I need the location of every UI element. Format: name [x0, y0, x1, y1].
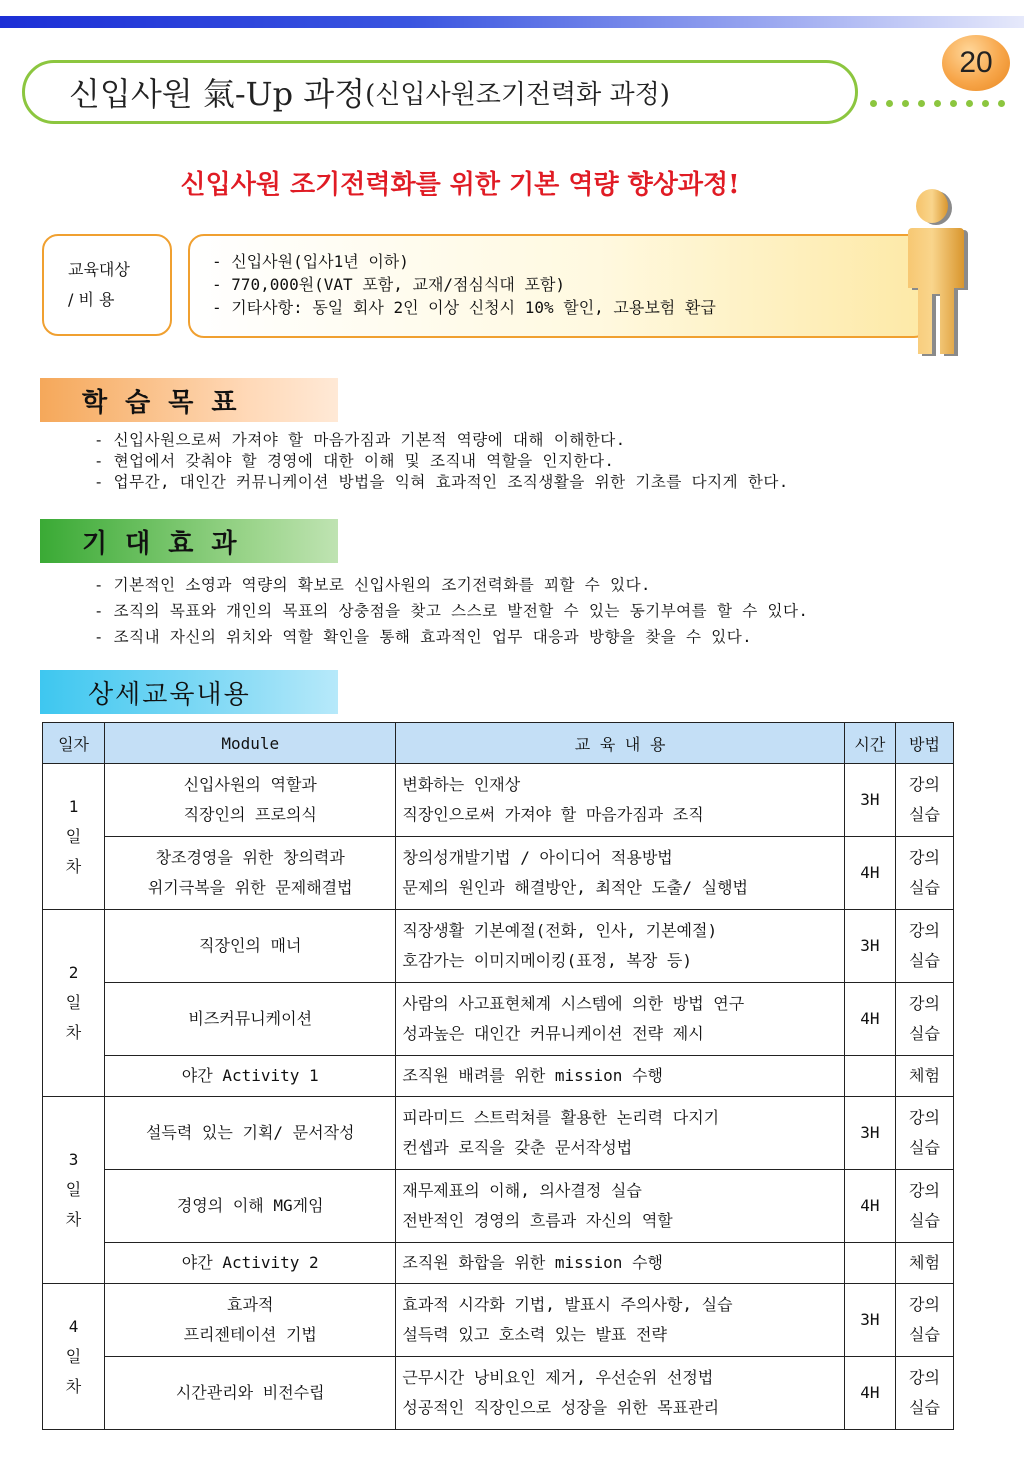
module-cell — [105, 1056, 396, 1097]
module-cell — [105, 1170, 396, 1243]
content-cell — [396, 983, 844, 1056]
method-text: 실습 — [908, 805, 940, 824]
content-text: 설득력 있고 호소력 있는 발표 전략 — [402, 1325, 667, 1344]
day-cell — [43, 910, 105, 1097]
effects-list — [94, 572, 808, 650]
time-cell: 4H — [844, 1170, 895, 1243]
table-row — [43, 910, 954, 983]
day-label: 1 — [68, 796, 79, 816]
method-text: 실습 — [908, 1325, 940, 1344]
module-cell — [105, 837, 396, 910]
table-row — [43, 983, 954, 1056]
goal-item: - 신입사원으로써 가져야 할 마음가짐과 기본적 역량에 대해 이해한다. — [94, 431, 626, 449]
content-text: 호감가는 이미지메이킹(표정, 복장 등) — [402, 951, 693, 970]
method-text: 강의 — [908, 775, 940, 794]
goal-item: - 현업에서 갖춰야 할 경영에 대한 이해 및 조직내 역할을 인지한다. — [94, 452, 615, 470]
method-cell — [895, 983, 953, 1056]
time-cell: 3H — [844, 910, 895, 983]
method-text: 강의 — [908, 921, 940, 940]
day-label: 차 — [65, 1376, 82, 1396]
method-text: 실습 — [908, 878, 940, 897]
content-cell — [396, 1284, 844, 1357]
content-text: 피라미드 스트럭쳐를 활용한 논리력 다지기 — [402, 1108, 720, 1127]
content-text: 조직원 화합을 위한 mission 수행 — [402, 1253, 663, 1272]
content-text: 조직원 배려를 위한 mission 수행 — [402, 1066, 663, 1085]
table-row — [43, 837, 954, 910]
day-label: 차 — [65, 1210, 82, 1229]
section-heading-detail: 상세교육내용 — [40, 670, 338, 714]
effect-item: - 조직의 목표와 개인의 목표의 상충점을 찾고 스스로 발전할 수 있는 동기부여를 할 수 있다. — [94, 602, 809, 620]
day-label: 일 — [65, 826, 82, 846]
header-content: 교 육 내 용 — [396, 723, 844, 764]
method-cell — [895, 1357, 953, 1430]
title-box — [22, 60, 858, 124]
module-text: 위기극복을 위한 문제해결법 — [147, 878, 353, 897]
content-text: 재무제표의 이해, 의사결정 실습 — [402, 1181, 642, 1200]
module-text: 창조경영을 위한 창의력과 — [155, 848, 345, 867]
module-text: 직장인의 프로의식 — [183, 805, 317, 824]
method-text: 체험 — [908, 1066, 940, 1085]
module-text: 직장인의 매너 — [199, 936, 302, 955]
day-label: 차 — [65, 856, 82, 876]
method-cell — [895, 1097, 953, 1170]
module-cell — [105, 1243, 396, 1284]
module-cell — [105, 764, 396, 837]
method-text: 강의 — [908, 1368, 940, 1387]
header-day: 일자 — [43, 723, 105, 764]
content-cell — [396, 1357, 844, 1430]
module-text: 야간 Activity 1 — [181, 1066, 319, 1085]
page-number-badge: 20 — [942, 35, 1010, 91]
goals-list — [94, 430, 789, 493]
effect-item: - 조직내 자신의 위치와 역할 확인을 통해 효과적인 업무 대응과 방향을 찾을 수 있다. — [94, 628, 753, 646]
time-cell: 3H — [844, 764, 895, 837]
module-cell — [105, 1097, 396, 1170]
module-text: 비즈커뮤니케이션 — [188, 1009, 313, 1028]
module-text: 경영의 이해 MG게임 — [176, 1196, 324, 1215]
content-text: 창의성개발기법 / 아이디어 적용방법 — [402, 848, 673, 867]
method-text: 실습 — [908, 1398, 940, 1417]
target-item: - 770,000원(VAT 포함, 교재/점심식대 포함) — [212, 275, 566, 294]
content-text: 전반적인 경영의 흐름과 자신의 역할 — [402, 1211, 673, 1230]
headline: 신입사원 조기전력화를 위한 기본 역량 향상과정! — [180, 170, 740, 200]
content-text: 성공적인 직장인으로 성장을 위한 목표관리 — [402, 1398, 720, 1417]
section-heading-effects: 기대효과 — [40, 519, 338, 563]
method-text: 강의 — [908, 994, 940, 1013]
table-header-row — [43, 723, 954, 764]
content-text: 성과높은 대인간 커뮤니케이션 전략 제시 — [402, 1024, 704, 1043]
page-subtitle: (신입사원조기전력화 과정) — [365, 79, 670, 110]
header-time: 시간 — [844, 723, 895, 764]
module-text: 신입사원의 역할과 — [183, 775, 317, 794]
target-item: - 기타사항: 동일 회사 2인 이상 신청시 10% 할인, 고용보험 환급 — [212, 298, 716, 317]
module-text: 프리젠테이션 기법 — [183, 1325, 317, 1344]
content-text: 변화하는 인재상 — [402, 775, 521, 794]
method-text: 강의 — [908, 1295, 940, 1314]
top-accent-bar — [0, 16, 1024, 28]
method-cell — [895, 910, 953, 983]
module-cell — [105, 910, 396, 983]
time-cell: 3H — [844, 1097, 895, 1170]
header-module: Module — [105, 723, 396, 764]
method-text: 체험 — [908, 1253, 940, 1272]
table-row — [43, 1357, 954, 1430]
target-label-line2: / 비 용 — [68, 290, 115, 309]
method-text: 실습 — [908, 1024, 940, 1043]
day-label: 2 — [68, 963, 79, 982]
module-text: 설득력 있는 기획/ 문서작성 — [145, 1123, 355, 1142]
time-cell: 3H — [844, 1284, 895, 1357]
table-row — [43, 1056, 954, 1097]
content-text: 사람의 사고표현체계 시스템에 의한 방법 연구 — [402, 994, 745, 1013]
module-cell — [105, 1284, 396, 1357]
title-dots-decoration — [870, 92, 1020, 106]
content-cell — [396, 910, 844, 983]
day-label: 일 — [65, 1346, 82, 1366]
module-cell — [105, 1357, 396, 1430]
time-cell — [844, 1243, 895, 1284]
method-cell — [895, 1243, 953, 1284]
method-text: 실습 — [908, 1211, 940, 1230]
content-text: 직장인으로써 가져야 할 마음가짐과 조직 — [402, 805, 704, 824]
day-cell — [43, 764, 105, 910]
target-label-line1: 교육대상 — [68, 260, 130, 279]
table-row — [43, 1097, 954, 1170]
content-cell — [396, 837, 844, 910]
module-text: 시간관리와 비전수립 — [175, 1383, 325, 1402]
module-cell — [105, 983, 396, 1056]
day-label: 4 — [68, 1316, 79, 1336]
day-label: 3 — [68, 1150, 79, 1169]
content-text: 근무시간 낭비요인 제거, 우선순위 선정법 — [402, 1368, 714, 1387]
method-text: 강의 — [908, 1108, 940, 1127]
day-label: 일 — [65, 1180, 82, 1199]
section-heading-goals: 학습목표 — [40, 378, 338, 422]
content-text: 컨셉과 로직을 갖춘 문서작성법 — [402, 1138, 633, 1157]
day-label: 차 — [65, 1023, 82, 1042]
table-row — [43, 764, 954, 837]
target-item: - 신입사원(입사1년 이하) — [212, 252, 409, 271]
method-cell — [895, 1056, 953, 1097]
time-cell: 4H — [844, 983, 895, 1056]
page-title: 신입사원 氣-Up 과정 — [69, 75, 366, 113]
time-cell: 4H — [844, 837, 895, 910]
method-text: 강의 — [908, 848, 940, 867]
method-text: 강의 — [908, 1181, 940, 1200]
method-cell — [895, 1284, 953, 1357]
method-text: 실습 — [908, 1138, 940, 1157]
content-cell — [396, 764, 844, 837]
goal-item: - 업무간, 대인간 커뮤니케이션 방법을 익혀 효과적인 조직생활을 위한 기초를 다지게 한다. — [94, 473, 789, 491]
content-text: 문제의 원인과 해결방안, 최적안 도출/ 실행법 — [402, 878, 749, 897]
target-label — [42, 234, 172, 336]
method-cell — [895, 837, 953, 910]
content-text: 직장생활 기본예절(전화, 인사, 기본예절) — [402, 921, 718, 940]
table-row — [43, 1284, 954, 1357]
time-cell: 4H — [844, 1357, 895, 1430]
content-cell — [396, 1170, 844, 1243]
method-cell — [895, 1170, 953, 1243]
content-cell — [396, 1097, 844, 1170]
content-cell — [396, 1056, 844, 1097]
day-cell — [43, 1097, 105, 1284]
effect-item: - 기본적인 소영과 역량의 확보로 신입사원의 조기전력화를 꾀할 수 있다. — [94, 576, 651, 594]
person-icon — [894, 186, 968, 358]
day-cell — [43, 1284, 105, 1430]
header-method: 방법 — [895, 723, 953, 764]
schedule-table — [42, 722, 954, 1430]
table-row — [43, 1170, 954, 1243]
time-cell — [844, 1056, 895, 1097]
content-cell — [396, 1243, 844, 1284]
day-label: 일 — [65, 993, 82, 1012]
target-info-box — [188, 234, 930, 338]
content-text: 효과적 시각화 기법, 발표시 주의사항, 실습 — [402, 1295, 733, 1314]
module-text: 효과적 — [227, 1295, 274, 1314]
module-text: 야간 Activity 2 — [181, 1253, 319, 1272]
method-cell — [895, 764, 953, 837]
table-row — [43, 1243, 954, 1284]
method-text: 실습 — [908, 951, 940, 970]
